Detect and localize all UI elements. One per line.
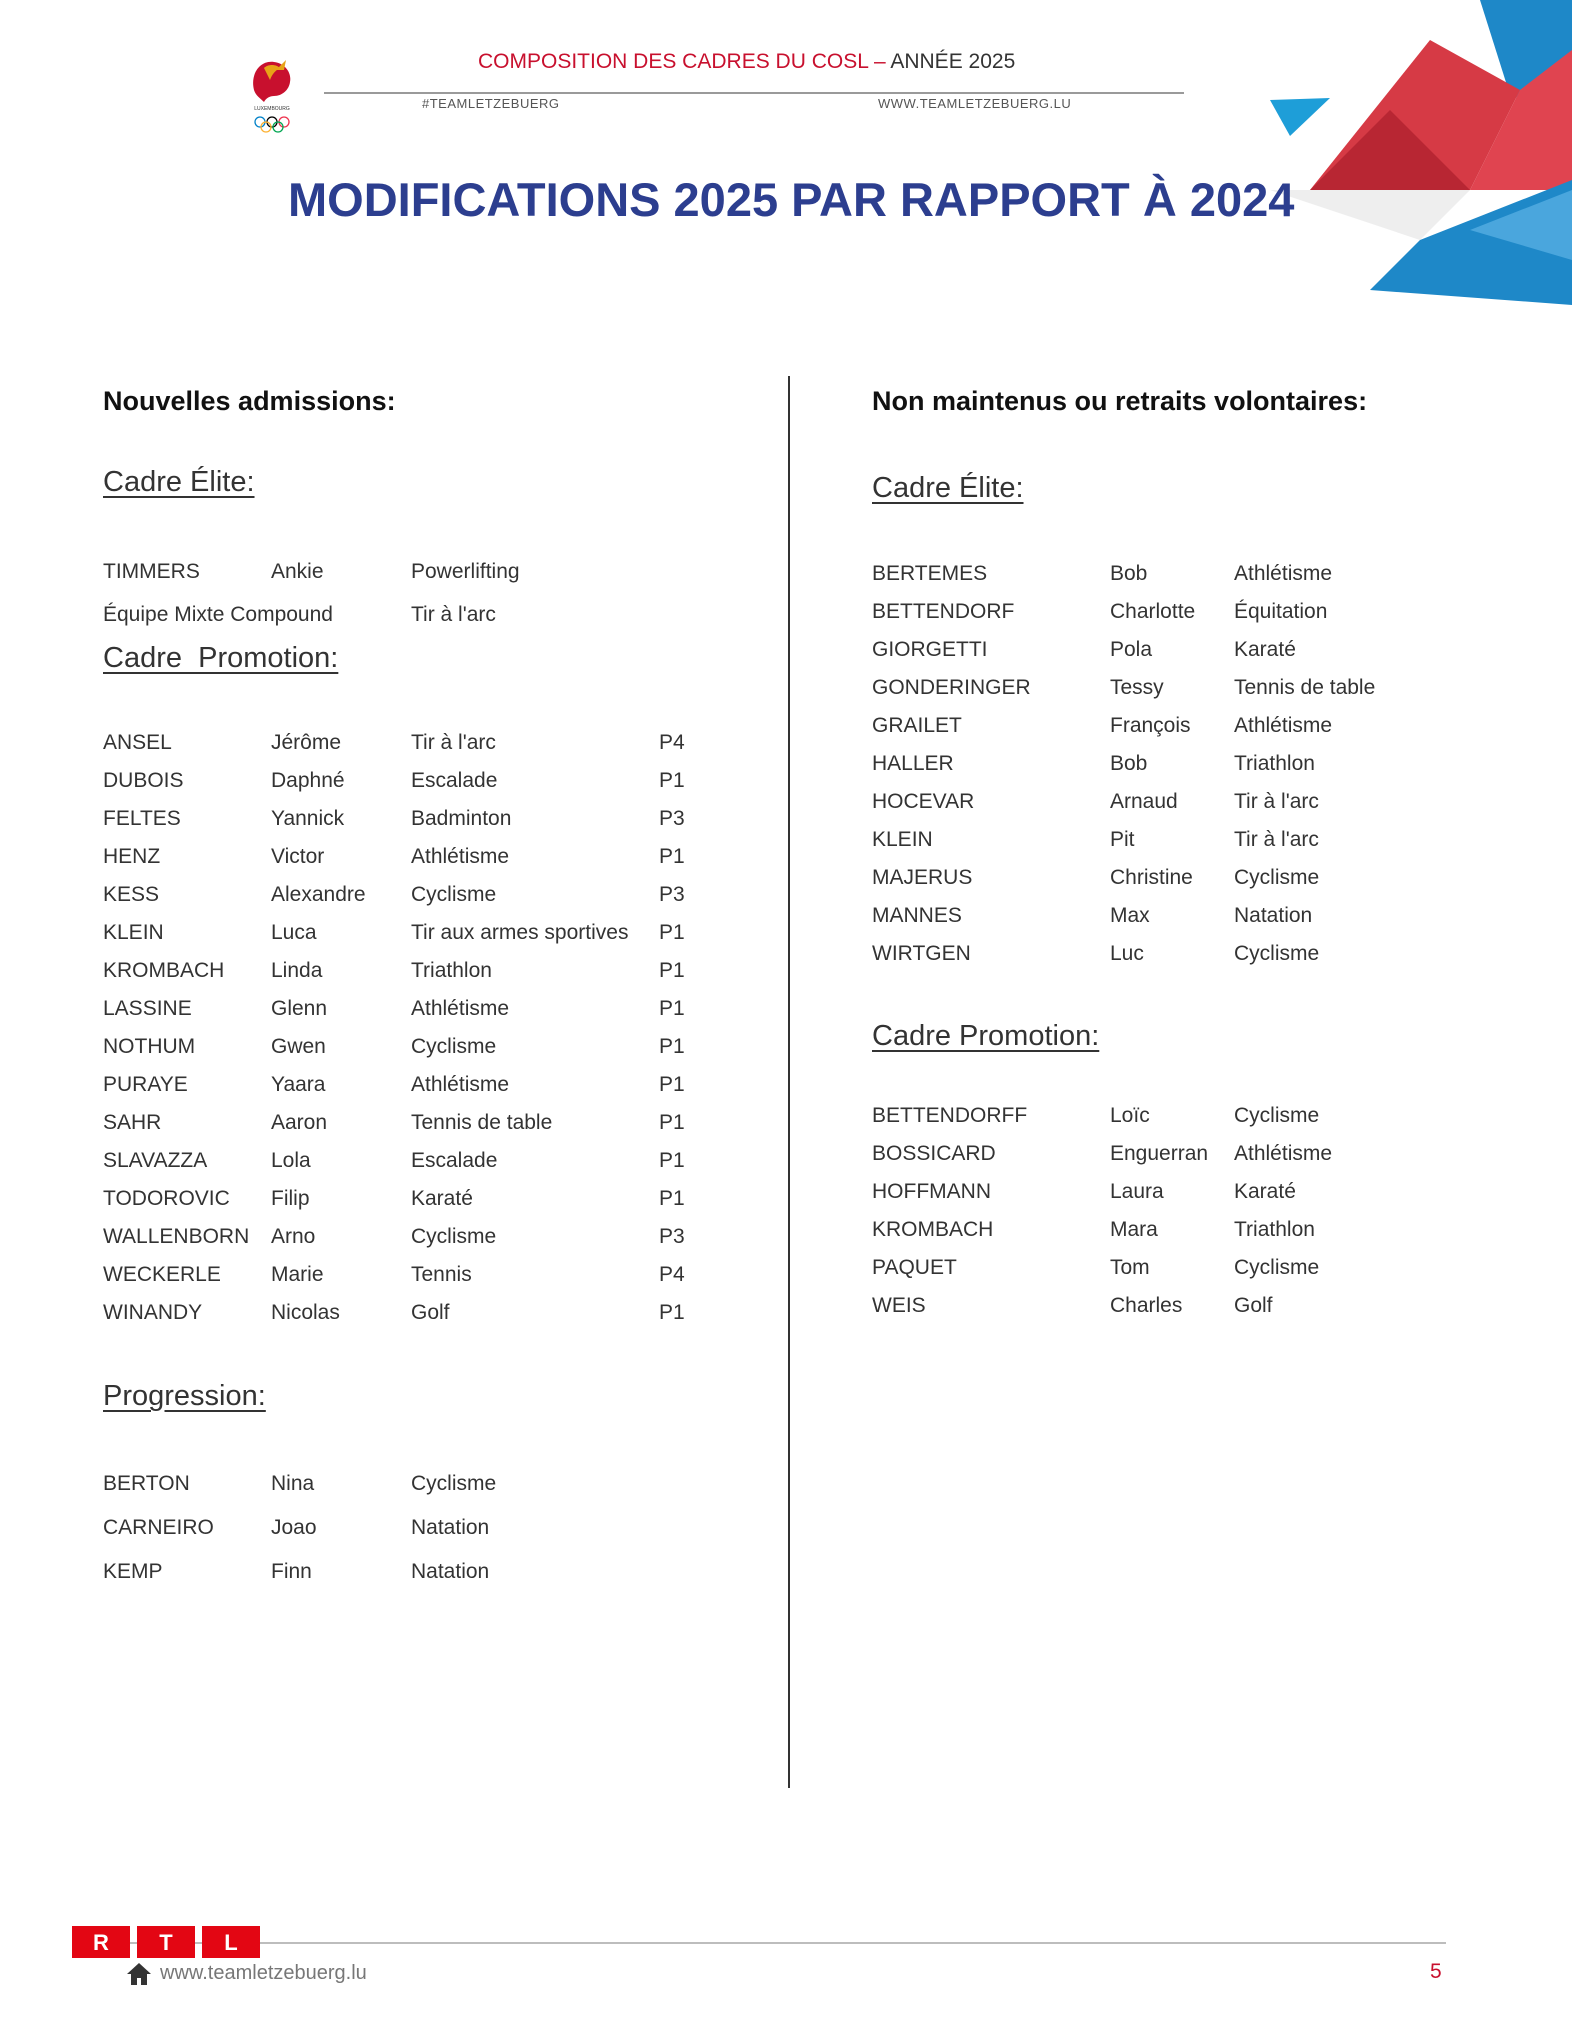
left-promotion-heading: Cadre Promotion: xyxy=(103,642,339,674)
cell-sport: Cyclisme xyxy=(411,883,497,906)
cell-firstname: Yaara xyxy=(271,1073,326,1096)
new-admissions-heading: Nouvelles admissions: xyxy=(103,386,396,416)
footer-divider xyxy=(72,1942,1446,1944)
cell-name: CARNEIRO xyxy=(103,1516,214,1539)
list-row xyxy=(103,1149,743,1179)
svg-text:R: R xyxy=(93,1930,109,1955)
cell-sport: Natation xyxy=(411,1516,490,1539)
list-row xyxy=(103,560,743,590)
cell-sport: Cyclisme xyxy=(411,1035,497,1058)
cell-sport: Tir à l'arc xyxy=(1234,790,1319,813)
list-row xyxy=(872,1256,1512,1286)
list-row xyxy=(872,752,1512,782)
cell-firstname: Charlotte xyxy=(1110,600,1196,623)
withdrawals-heading: Non maintenus ou retraits volontaires: xyxy=(872,386,1368,416)
cell-level: P4 xyxy=(659,731,685,754)
cell-sport: Escalade xyxy=(411,769,498,792)
cell-sport: Powerlifting xyxy=(411,560,520,583)
list-row xyxy=(872,866,1512,896)
list-row xyxy=(103,883,743,913)
cell-level: P1 xyxy=(659,997,685,1020)
cell-sport: Natation xyxy=(411,1560,490,1583)
cell-sport: Tennis de table xyxy=(1234,676,1376,699)
page-number: 5 xyxy=(1430,1960,1442,1983)
cell-sport: Cyclisme xyxy=(411,1472,497,1495)
list-row xyxy=(103,1516,743,1546)
cell-level: P1 xyxy=(659,1149,685,1172)
list-row xyxy=(103,959,743,989)
list-row xyxy=(103,1263,743,1293)
list-row xyxy=(872,790,1512,820)
list-row xyxy=(103,1560,743,1590)
cell-firstname: Arnaud xyxy=(1110,790,1178,813)
list-row xyxy=(872,904,1512,934)
cell-firstname: Jérôme xyxy=(271,731,342,754)
list-row xyxy=(103,731,743,761)
list-row xyxy=(872,1180,1512,1210)
cell-name: FELTES xyxy=(103,807,181,830)
cell-sport: Triathlon xyxy=(411,959,492,982)
right-elite-heading: Cadre Élite: xyxy=(872,472,1024,504)
cell-sport: Karaté xyxy=(1234,1180,1296,1203)
cell-level: P1 xyxy=(659,1035,685,1058)
cell-name: PURAYE xyxy=(103,1073,188,1096)
cell-firstname: Laura xyxy=(1110,1180,1164,1203)
list-row xyxy=(872,638,1512,668)
cell-sport: Cyclisme xyxy=(411,1225,497,1248)
cell-sport: Cyclisme xyxy=(1234,942,1320,965)
cell-name: KESS xyxy=(103,883,160,906)
cell-firstname: Yannick xyxy=(271,807,345,830)
cell-level: P1 xyxy=(659,1111,685,1134)
cell-name: Équipe Mixte Compound xyxy=(103,603,333,626)
cell-sport: Cyclisme xyxy=(1234,866,1320,889)
header-title-separator: – xyxy=(873,50,886,73)
svg-text:T: T xyxy=(159,1930,173,1955)
list-row xyxy=(103,1187,743,1217)
cell-name: KEMP xyxy=(103,1560,163,1583)
cell-sport: Tennis de table xyxy=(411,1111,553,1134)
cell-firstname: Enguerran xyxy=(1110,1142,1209,1165)
list-row xyxy=(872,714,1512,744)
cell-name: BETTENDORFF xyxy=(872,1104,1028,1127)
list-row xyxy=(872,600,1512,630)
cell-level: P4 xyxy=(659,1263,685,1286)
cell-sport: Tir à l'arc xyxy=(1234,828,1319,851)
svg-text:LUXEMBOURG: LUXEMBOURG xyxy=(254,106,290,112)
cell-sport: Badminton xyxy=(411,807,512,830)
cell-sport: Triathlon xyxy=(1234,752,1315,775)
list-row xyxy=(103,997,743,1027)
cell-sport: Cyclisme xyxy=(1234,1104,1320,1127)
cell-sport: Tennis xyxy=(411,1263,472,1286)
column-divider xyxy=(788,376,790,1788)
cell-sport: Karaté xyxy=(411,1187,473,1210)
cell-firstname: Marie xyxy=(271,1263,324,1286)
cell-name: BERTEMES xyxy=(872,562,988,585)
cell-sport: Cyclisme xyxy=(1234,1256,1320,1279)
cell-firstname: Loïc xyxy=(1110,1104,1150,1127)
cell-firstname: Filip xyxy=(271,1187,310,1210)
cosl-logo xyxy=(246,52,298,134)
cell-firstname: Tessy xyxy=(1110,676,1164,699)
cell-firstname: Aaron xyxy=(271,1111,328,1134)
cell-firstname: Alexandre xyxy=(271,883,366,906)
list-row xyxy=(872,1104,1512,1134)
cell-firstname: Nina xyxy=(271,1472,315,1495)
cell-name: WINANDY xyxy=(103,1301,203,1324)
list-row xyxy=(103,1225,743,1255)
cell-name: KROMBACH xyxy=(103,959,225,982)
list-row xyxy=(103,1472,743,1502)
cell-name: GONDERINGER xyxy=(872,676,1031,699)
cell-firstname: Tom xyxy=(1110,1256,1150,1279)
cell-sport: Tir à l'arc xyxy=(411,731,496,754)
page-title: MODIFICATIONS 2025 PAR RAPPORT À 2024 xyxy=(288,173,1295,226)
cell-name: LASSINE xyxy=(103,997,192,1020)
list-row xyxy=(872,562,1512,592)
cell-sport: Karaté xyxy=(1234,638,1296,661)
cell-sport: Natation xyxy=(1234,904,1313,927)
header-hashtag: #TEAMLETZEBUERG xyxy=(422,96,560,111)
cell-level: P1 xyxy=(659,921,685,944)
cell-firstname: Finn xyxy=(271,1560,312,1583)
cell-sport: Escalade xyxy=(411,1149,498,1172)
cell-firstname: Glenn xyxy=(271,997,328,1020)
cell-level: P1 xyxy=(659,845,685,868)
header-website: WWW.TEAMLETZEBUERG.LU xyxy=(878,96,1072,111)
cell-name: BERTON xyxy=(103,1472,190,1495)
cell-firstname: Pola xyxy=(1110,638,1153,661)
cell-name: WEIS xyxy=(872,1294,926,1317)
right-promotion-heading: Cadre Promotion: xyxy=(872,1020,1100,1052)
list-row xyxy=(103,1111,743,1141)
cell-firstname: Max xyxy=(1110,904,1150,927)
cell-firstname: François xyxy=(1110,714,1191,737)
cell-firstname: Linda xyxy=(271,959,323,982)
cell-name: BOSSICARD xyxy=(872,1142,996,1165)
cell-name: HENZ xyxy=(103,845,161,868)
cell-firstname: Christine xyxy=(1110,866,1193,889)
cell-firstname: Gwen xyxy=(271,1035,326,1058)
cell-sport: Athlétisme xyxy=(411,1073,510,1096)
list-row xyxy=(872,676,1512,706)
list-row xyxy=(872,1218,1512,1248)
header-divider xyxy=(324,92,1184,94)
decorative-polygons xyxy=(1270,0,1572,310)
header-title-year: ANNÉE 2025 xyxy=(890,50,1016,73)
cell-name: WECKERLE xyxy=(103,1263,221,1286)
cell-firstname: Pit xyxy=(1110,828,1135,851)
cell-firstname: Arno xyxy=(271,1225,316,1248)
cell-firstname: Lola xyxy=(271,1149,311,1172)
cell-firstname: Joao xyxy=(271,1516,317,1539)
list-row xyxy=(103,769,743,799)
cell-name: SLAVAZZA xyxy=(103,1149,208,1172)
cell-sport: Tir à l'arc xyxy=(411,603,496,626)
cell-level: P1 xyxy=(659,1073,685,1096)
cell-firstname: Mara xyxy=(1110,1218,1158,1241)
footer-url[interactable]: www.teamletzebuerg.lu xyxy=(160,1962,367,1984)
cell-name: HOFFMANN xyxy=(872,1180,991,1203)
cell-firstname: Charles xyxy=(1110,1294,1183,1317)
progression-heading: Progression: xyxy=(103,1380,266,1412)
cell-firstname: Nicolas xyxy=(271,1301,340,1324)
header-title-main: COMPOSITION DES CADRES DU COSL xyxy=(478,50,869,73)
cell-name: WIRTGEN xyxy=(872,942,971,965)
cell-level: P3 xyxy=(659,883,685,906)
list-row xyxy=(872,1142,1512,1172)
cell-firstname: Victor xyxy=(271,845,325,868)
left-elite-heading: Cadre Élite: xyxy=(103,466,255,498)
list-row xyxy=(872,1294,1512,1324)
cell-name: TODOROVIC xyxy=(103,1187,230,1210)
cell-sport: Athlétisme xyxy=(411,997,510,1020)
cell-firstname: Ankie xyxy=(271,560,324,583)
cell-name: WALLENBORN xyxy=(103,1225,250,1248)
cell-name: HALLER xyxy=(872,752,954,775)
cell-level: P1 xyxy=(659,959,685,982)
cell-level: P1 xyxy=(659,1301,685,1324)
cell-name: MANNES xyxy=(872,904,962,927)
list-row xyxy=(872,942,1512,972)
cell-name: ANSEL xyxy=(103,731,172,754)
cell-name: MAJERUS xyxy=(872,866,973,889)
list-row xyxy=(103,807,743,837)
cell-name: PAQUET xyxy=(872,1256,957,1279)
list-row xyxy=(872,828,1512,858)
cell-firstname: Luca xyxy=(271,921,317,944)
cell-sport: Athlétisme xyxy=(411,845,510,868)
cell-name: SAHR xyxy=(103,1111,162,1134)
cell-sport: Athlétisme xyxy=(1234,562,1333,585)
cell-name: KLEIN xyxy=(103,921,164,944)
cell-firstname: Daphné xyxy=(271,769,345,792)
cell-name: BETTENDORF xyxy=(872,600,1015,623)
cell-sport: Golf xyxy=(1234,1294,1273,1317)
cell-name: KLEIN xyxy=(872,828,933,851)
home-icon xyxy=(126,1962,152,1986)
cell-name: GIORGETTI xyxy=(872,638,988,661)
cell-sport: Tir aux armes sportives xyxy=(411,921,629,944)
cell-sport: Golf xyxy=(411,1301,450,1324)
cell-level: P1 xyxy=(659,1187,685,1210)
cell-name: TIMMERS xyxy=(103,560,200,583)
cell-firstname: Bob xyxy=(1110,562,1148,585)
list-row xyxy=(103,1035,743,1065)
cell-firstname: Bob xyxy=(1110,752,1148,775)
header-title xyxy=(478,50,1015,74)
cell-name: KROMBACH xyxy=(872,1218,994,1241)
cell-name: HOCEVAR xyxy=(872,790,975,813)
list-row xyxy=(103,1301,743,1331)
cell-level: P3 xyxy=(659,1225,685,1248)
cell-sport: Triathlon xyxy=(1234,1218,1315,1241)
list-row xyxy=(103,603,743,633)
cell-name: GRAILET xyxy=(872,714,962,737)
list-row xyxy=(103,845,743,875)
cell-sport: Athlétisme xyxy=(1234,1142,1333,1165)
list-row xyxy=(103,921,743,951)
cell-name: NOTHUM xyxy=(103,1035,196,1058)
svg-text:L: L xyxy=(224,1930,238,1955)
rtl-logo xyxy=(72,1926,260,1958)
cell-sport: Athlétisme xyxy=(1234,714,1333,737)
cell-level: P3 xyxy=(659,807,685,830)
cell-sport: Équitation xyxy=(1234,600,1328,623)
cell-name: DUBOIS xyxy=(103,769,184,792)
cell-level: P1 xyxy=(659,769,685,792)
cell-firstname: Luc xyxy=(1110,942,1144,965)
list-row xyxy=(103,1073,743,1103)
